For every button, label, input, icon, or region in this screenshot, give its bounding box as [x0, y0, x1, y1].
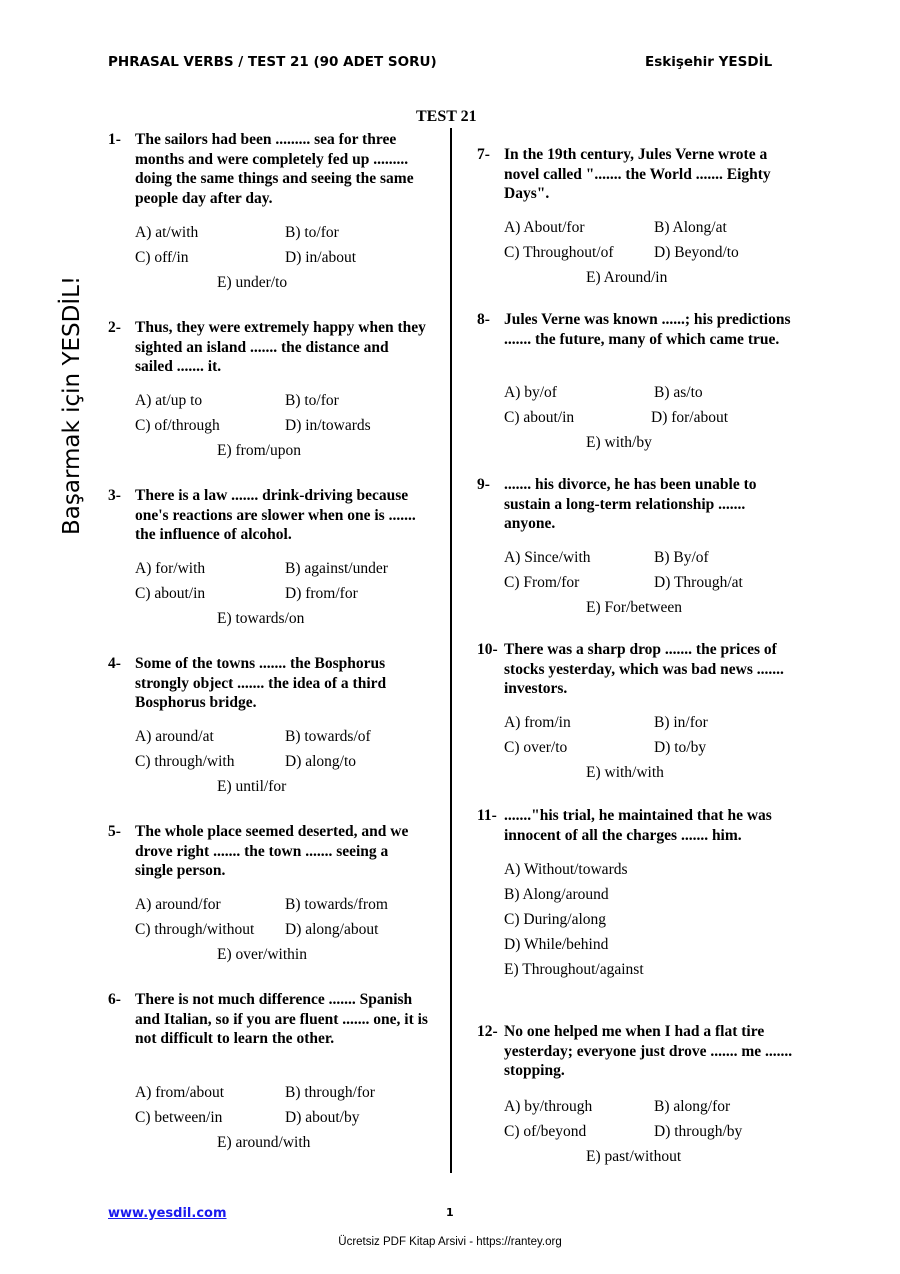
- header-left-title: PHRASAL VERBS / TEST 21 (90 ADET SORU): [108, 54, 437, 70]
- option-e[interactable]: E) with/by: [586, 434, 652, 451]
- question-number: 8-: [477, 311, 490, 328]
- question-stem: There is a law ....... drink-driving because one's reactions are slower when one is ....... the influence of alcohol.: [135, 487, 416, 543]
- question-stem: Some of the towns ....... the Bosphorus strongly object ....... the idea of a third Bosphorus bridge.: [135, 655, 387, 711]
- option-b[interactable]: B) towards/from: [285, 896, 388, 913]
- footer-note: Ücretsiz PDF Kitap Arsivi - https://rantey.org: [338, 1236, 562, 1248]
- option-a[interactable]: A) around/at: [135, 728, 214, 745]
- option-e[interactable]: E) until/for: [217, 778, 287, 795]
- option-b[interactable]: B) in/for: [654, 714, 708, 731]
- option-d[interactable]: D) through/by: [654, 1123, 743, 1140]
- option-d[interactable]: D) along/about: [285, 921, 379, 938]
- test-title: TEST 21: [416, 108, 477, 125]
- question-stem: There is not much difference ....... Spanish and Italian, so if you are fluent ....... one, it is not difficult to learn the other.: [135, 991, 428, 1047]
- option-c[interactable]: C) off/in: [135, 249, 189, 266]
- option-b[interactable]: B) Along/at: [654, 219, 727, 236]
- option-a[interactable]: A) from/about: [135, 1084, 225, 1101]
- option-d[interactable]: D) Beyond/to: [654, 244, 739, 261]
- question-number: 11-: [477, 807, 497, 824]
- question-number: 4-: [108, 655, 121, 672]
- option-a[interactable]: A) About/for: [504, 219, 585, 236]
- question-number: 7-: [477, 146, 490, 163]
- option-e[interactable]: E) from/upon: [217, 442, 301, 459]
- option-c[interactable]: C) over/to: [504, 739, 568, 756]
- option-e[interactable]: E) Around/in: [586, 269, 668, 286]
- option-d[interactable]: D) for/about: [651, 409, 729, 426]
- option-d[interactable]: D) from/for: [285, 585, 358, 602]
- column-divider: [450, 128, 452, 1173]
- question-stem: The whole place seemed deserted, and we drove right ....... the town ....... seeing a single person.: [135, 823, 409, 879]
- option-d[interactable]: D) in/towards: [285, 417, 371, 434]
- option-d[interactable]: D) along/to: [285, 753, 357, 770]
- option-d[interactable]: D) to/by: [654, 739, 707, 756]
- option-b[interactable]: B) against/under: [285, 560, 388, 577]
- website-link[interactable]: www.yesdil.com: [108, 1206, 227, 1221]
- question-stem: In the 19th century, Jules Verne wrote a novel called "....... the World ....... Eighty Days".: [504, 146, 771, 202]
- question-stem: ....... his divorce, he has been unable to sustain a long-term relationship ....... anyone.: [504, 476, 757, 532]
- question-stem: The sailors had been ......... sea for three months and were completely fed up ......... doing the same things and seeing the same people day after day.: [135, 131, 414, 207]
- option-c[interactable]: C) about/in: [135, 585, 206, 602]
- question-stem: There was a sharp drop ....... the prices of stocks yesterday, which was bad news ....... investors.: [504, 641, 784, 697]
- option-c[interactable]: C) From/for: [504, 574, 580, 591]
- question-number: 10-: [477, 641, 498, 658]
- option-b[interactable]: B) to/for: [285, 392, 339, 409]
- question-stem: Thus, they were extremely happy when they sighted an island ....... the distance and sailed ....... it.: [135, 319, 426, 375]
- question-stem: ......."his trial, he maintained that he was innocent of all the charges ....... him.: [504, 807, 772, 844]
- side-slogan: Başarmak için YESDİL!: [59, 275, 85, 535]
- option-b[interactable]: B) through/for: [285, 1084, 375, 1101]
- option-a[interactable]: A) at/with: [135, 224, 199, 241]
- header-right-title: Eskişehir YESDİL: [645, 54, 773, 70]
- option-d[interactable]: D) in/about: [285, 249, 357, 266]
- option-c[interactable]: C) through/with: [135, 753, 235, 770]
- option-e[interactable]: E) past/without: [586, 1148, 682, 1165]
- option-e[interactable]: E) towards/on: [217, 610, 305, 627]
- option-a[interactable]: A) at/up to: [135, 392, 203, 409]
- option-b[interactable]: B) towards/of: [285, 728, 371, 745]
- option-d[interactable]: D) about/by: [285, 1109, 360, 1126]
- option-a[interactable]: A) from/in: [504, 714, 571, 731]
- option-a[interactable]: A) for/with: [135, 560, 206, 577]
- option-b[interactable]: B) as/to: [654, 384, 703, 401]
- question-number: 3-: [108, 487, 121, 504]
- option-e[interactable]: E) around/with: [217, 1134, 311, 1151]
- option-a[interactable]: A) Since/with: [504, 549, 591, 566]
- option-c[interactable]: C) of/beyond: [504, 1123, 587, 1140]
- question-number: 9-: [477, 476, 490, 493]
- option-d[interactable]: D) Through/at: [654, 574, 743, 591]
- option-e[interactable]: E) For/between: [586, 599, 682, 616]
- option-d[interactable]: D) While/behind: [504, 936, 609, 953]
- option-a[interactable]: A) by/of: [504, 384, 557, 401]
- option-e[interactable]: E) under/to: [217, 274, 288, 291]
- option-a[interactable]: A) around/for: [135, 896, 221, 913]
- option-c[interactable]: C) between/in: [135, 1109, 223, 1126]
- question-number: 12-: [477, 1023, 498, 1040]
- question-number: 5-: [108, 823, 121, 840]
- question-number: 6-: [108, 991, 121, 1008]
- option-c[interactable]: C) of/through: [135, 417, 220, 434]
- option-c[interactable]: C) During/along: [504, 911, 607, 928]
- option-e[interactable]: E) over/within: [217, 946, 307, 963]
- option-a[interactable]: A) by/through: [504, 1098, 593, 1115]
- option-e[interactable]: E) Throughout/against: [504, 961, 644, 978]
- page-number: 1: [446, 1206, 454, 1219]
- option-c[interactable]: C) through/without: [135, 921, 255, 938]
- option-b[interactable]: B) Along/around: [504, 886, 609, 903]
- option-b[interactable]: B) along/for: [654, 1098, 731, 1115]
- option-c[interactable]: C) about/in: [504, 409, 575, 426]
- question-number: 2-: [108, 319, 121, 336]
- option-e[interactable]: E) with/with: [586, 764, 664, 781]
- option-a[interactable]: A) Without/towards: [504, 861, 628, 878]
- question-stem: Jules Verne was known ......; his predictions ....... the future, many of which came true.: [504, 311, 791, 348]
- question-number: 1-: [108, 131, 121, 148]
- option-c[interactable]: C) Throughout/of: [504, 244, 614, 261]
- option-b[interactable]: B) to/for: [285, 224, 339, 241]
- question-stem: No one helped me when I had a flat tire yesterday; everyone just drove ....... me ....... stopping.: [504, 1023, 793, 1079]
- option-b[interactable]: B) By/of: [654, 549, 709, 566]
